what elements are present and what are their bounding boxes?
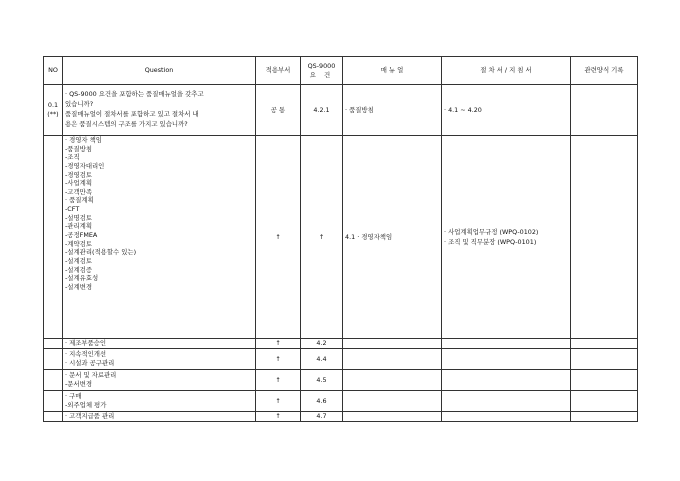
row-dept: ↑: [256, 349, 301, 370]
row-qs: 4.2: [301, 339, 343, 349]
row-question: · 제조부품승인: [63, 339, 256, 349]
row-dept: ↑: [256, 136, 301, 339]
table-row: [44, 136, 638, 339]
row-manual: [343, 349, 442, 370]
row-manual: [343, 339, 442, 349]
row-no: [44, 391, 63, 412]
row-manual: · 품질방침: [343, 85, 442, 136]
row-dept: ↑: [256, 339, 301, 349]
row-manual: 4.1 · 경영자책임: [343, 136, 442, 339]
table-row: [44, 412, 638, 422]
row-no: [44, 339, 63, 349]
header-qs: [301, 57, 343, 85]
header-procedure: 절 차 서 / 지 침 서: [442, 57, 571, 85]
row-forms: [571, 412, 638, 422]
row-no: [44, 412, 63, 422]
row-dept: 공 통: [256, 85, 301, 136]
header-row: [44, 57, 638, 85]
qs9000-checklist-table: [43, 56, 638, 422]
row-dept: ↑: [256, 370, 301, 391]
row-qs: 4.6: [301, 391, 343, 412]
row-manual: [343, 391, 442, 412]
row-procedure: · 4.1 ~ 4.20: [442, 85, 571, 136]
row-question: · 경영자 책임 -품질방침 -조직 -경영자대리인 -경영검토 -사업계획 -고객만족 · 품질계획 -CFT -설명검토 -관리계획 -공정FMEA -계약검토 -설계관리(적용할수 있는) -설계검토 -설계검증 -설계유효성 -설계변경: [63, 136, 256, 339]
row-no: [44, 136, 63, 339]
row-forms: [571, 391, 638, 412]
row-manual: [343, 412, 442, 422]
row-qs: ↑: [301, 136, 343, 339]
row-question: · 지속적인개선 · 시설과 공구관리: [63, 349, 256, 370]
row-forms: [571, 85, 638, 136]
header-question: Question: [63, 57, 256, 85]
row-procedure: [442, 349, 571, 370]
row-no: 0.1 (**): [44, 85, 63, 136]
row-forms: [571, 339, 638, 349]
header-qs-line2: 요 건: [309, 70, 334, 79]
row-manual: [343, 370, 442, 391]
row-forms: [571, 349, 638, 370]
row-no: [44, 370, 63, 391]
table-row: [44, 391, 638, 412]
row-question: · 구매 -외주업체 평가: [63, 391, 256, 412]
row-qs: 4.7: [301, 412, 343, 422]
row-qs: 4.4: [301, 349, 343, 370]
table-row: [44, 85, 638, 136]
row-no: [44, 349, 63, 370]
row-procedure: [442, 370, 571, 391]
row-qs: 4.2.1: [301, 85, 343, 136]
row-dept: ↑: [256, 391, 301, 412]
table-row: [44, 349, 638, 370]
header-dept: 적용부서: [256, 57, 301, 85]
row-dept: ↑: [256, 412, 301, 422]
header-manual: 매 뉴 얼: [343, 57, 442, 85]
row-procedure: · 사업계획업무규정 (WPQ-0102) · 조직 및 직무분장 (WPQ-0101): [442, 136, 571, 339]
row-procedure: [442, 391, 571, 412]
row-procedure: [442, 339, 571, 349]
table-row: [44, 339, 638, 349]
row-qs: 4.5: [301, 370, 343, 391]
table-row: [44, 370, 638, 391]
header-qs-line1: QS-9000: [307, 61, 336, 70]
row-forms: [571, 370, 638, 391]
row-procedure: [442, 412, 571, 422]
header-no: NO: [44, 57, 63, 85]
row-question: · QS-9000 요건을 포함하는 품질매뉴얼을 갖추고 있습니까? 품질매뉴얼이 절차서를 포함하고 있고 절차서 내 용은 품질시스템의 구조를 가지고 있습니까?: [63, 85, 256, 136]
row-forms: [571, 136, 638, 339]
row-question: · 문서 및 자료관리 -문서변경: [63, 370, 256, 391]
header-forms: 관련양식 기록: [571, 57, 638, 85]
row-question: · 고객지급품 관리: [63, 412, 256, 422]
